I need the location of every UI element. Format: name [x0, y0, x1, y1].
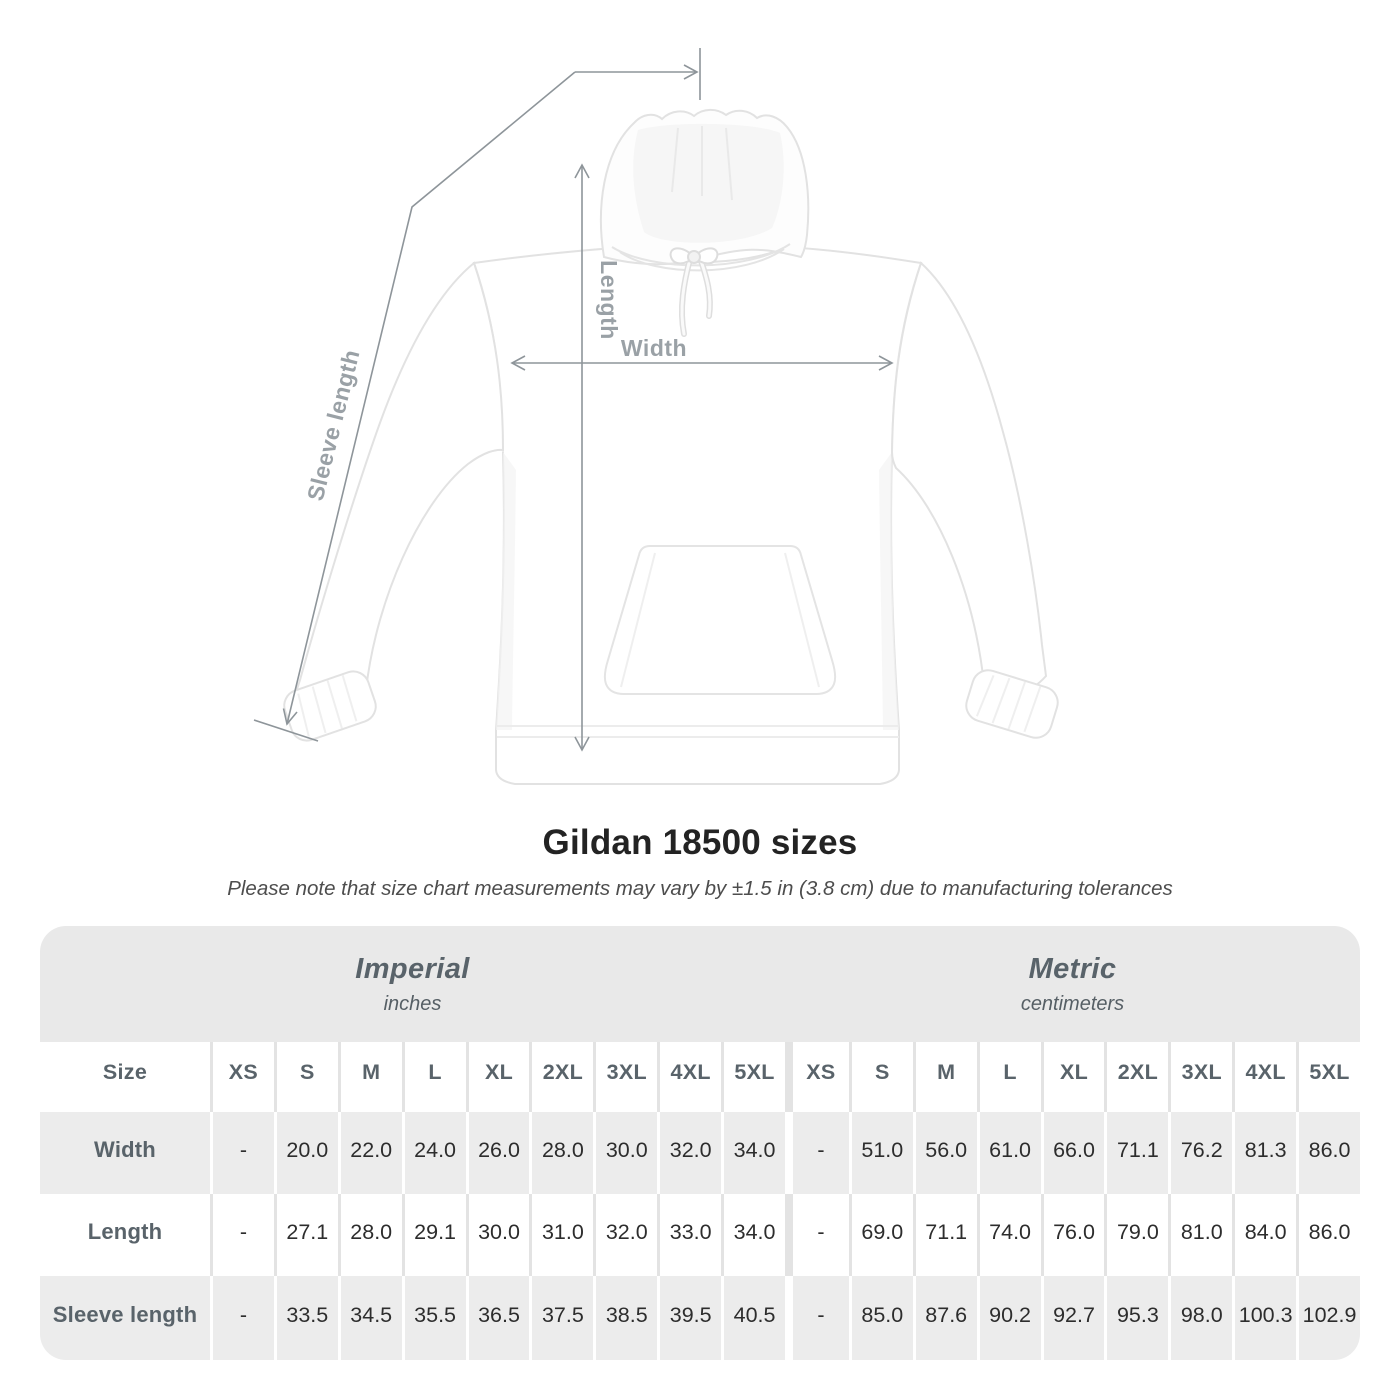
table-cell: 34.0	[721, 1112, 785, 1194]
table-cell: 71.1	[913, 1194, 977, 1276]
table-cell: 35.5	[402, 1276, 466, 1360]
size-header-metric-l: L	[977, 1042, 1041, 1112]
metric-unit-label: centimeters	[1020, 992, 1125, 1015]
width-label: Width	[620, 335, 688, 361]
size-header-metric-3xl: 3XL	[1168, 1042, 1232, 1112]
table-cell: 66.0	[1041, 1112, 1105, 1194]
table-cell: 34.0	[721, 1194, 785, 1276]
table-cell: 86.0	[1296, 1194, 1360, 1276]
table-cell: 39.5	[657, 1276, 721, 1360]
table-cell: 81.3	[1232, 1112, 1296, 1194]
imperial-section-header	[40, 926, 785, 1042]
table-cell: 85.0	[849, 1276, 913, 1360]
size-header-metric-m: M	[913, 1042, 977, 1112]
size-header-metric-xl: XL	[1041, 1042, 1105, 1112]
sleeve-length-label: Sleeve length	[301, 346, 365, 504]
size-header-metric-s: S	[849, 1042, 913, 1112]
size-header-imperial-3xl: 3XL	[593, 1042, 657, 1112]
table-cell: 33.5	[274, 1276, 338, 1360]
length-label: Length	[596, 260, 622, 340]
table-cell: 95.3	[1104, 1276, 1168, 1360]
page-title: Gildan 18500 sizes	[542, 823, 858, 862]
table-cell: -	[210, 1194, 274, 1276]
table-cell: 32.0	[593, 1194, 657, 1276]
table-cell: 26.0	[466, 1112, 530, 1194]
right-cuff	[962, 666, 1061, 741]
imperial-label: Imperial	[355, 952, 470, 985]
table-cell: 40.5	[721, 1276, 785, 1360]
table-cell: 81.0	[1168, 1194, 1232, 1276]
table-cell: 51.0	[849, 1112, 913, 1194]
size-chart-table	[40, 926, 1360, 1360]
size-header-metric-4xl: 4XL	[1232, 1042, 1296, 1112]
size-header-metric-xs: XS	[785, 1042, 849, 1112]
table-cell: 32.0	[657, 1112, 721, 1194]
size-header-imperial-4xl: 4XL	[657, 1042, 721, 1112]
table-cell: 86.0	[1296, 1112, 1360, 1194]
heading-block	[0, 822, 1400, 902]
table-cell: 20.0	[274, 1112, 338, 1194]
table-cell: 27.1	[274, 1194, 338, 1276]
table-cell: 33.0	[657, 1194, 721, 1276]
size-header-metric-5xl: 5XL	[1296, 1042, 1360, 1112]
table-cell: 71.1	[1104, 1112, 1168, 1194]
size-header-imperial-2xl: 2XL	[529, 1042, 593, 1112]
metric-section-header	[785, 926, 1360, 1042]
table-cell: -	[210, 1112, 274, 1194]
hoodie-body	[474, 247, 921, 784]
table-cell: 30.0	[466, 1194, 530, 1276]
table-cell: 69.0	[849, 1194, 913, 1276]
table-cell: 37.5	[529, 1276, 593, 1360]
table-cell: 79.0	[1104, 1194, 1168, 1276]
right-sleeve	[892, 263, 1046, 696]
tolerance-note: Please note that size chart measurements may vary by ±1.5 in (3.8 cm) due to manufacturing tolerances	[227, 877, 1173, 900]
imperial-unit-label: inches	[383, 992, 442, 1015]
table-cell: 24.0	[402, 1112, 466, 1194]
table-cell: 56.0	[913, 1112, 977, 1194]
table-cell: 61.0	[977, 1112, 1041, 1194]
size-header-imperial-l: L	[402, 1042, 466, 1112]
table-cell: 92.7	[1041, 1276, 1105, 1360]
size-column-header: Size	[40, 1042, 210, 1112]
row-label-width: Width	[40, 1112, 210, 1194]
table-cell: 100.3	[1232, 1276, 1296, 1360]
table-cell: 74.0	[977, 1194, 1041, 1276]
table-cell: 84.0	[1232, 1194, 1296, 1276]
table-cell: -	[785, 1194, 849, 1276]
size-header-imperial-5xl: 5XL	[721, 1042, 785, 1112]
table-cell: 76.0	[1041, 1194, 1105, 1276]
table-cell: -	[785, 1112, 849, 1194]
table-cell: 28.0	[338, 1194, 402, 1276]
table-cell: 28.0	[529, 1112, 593, 1194]
size-header-imperial-s: S	[274, 1042, 338, 1112]
table-cell: 98.0	[1168, 1276, 1232, 1360]
kangaroo-pocket	[605, 546, 835, 694]
row-label-length: Length	[40, 1194, 210, 1276]
hoodie-illustration	[280, 110, 1062, 784]
size-header-imperial-xl: XL	[466, 1042, 530, 1112]
hood-interior	[633, 124, 784, 243]
table-cell: 34.5	[338, 1276, 402, 1360]
size-header-imperial-xs: XS	[210, 1042, 274, 1112]
size-header-metric-2xl: 2XL	[1104, 1042, 1168, 1112]
table-cell: 102.9	[1296, 1276, 1360, 1360]
table-cell: 31.0	[529, 1194, 593, 1276]
table-cell: 30.0	[593, 1112, 657, 1194]
table-cell: -	[210, 1276, 274, 1360]
table-cell: 36.5	[466, 1276, 530, 1360]
table-cell: 76.2	[1168, 1112, 1232, 1194]
size-header-imperial-m: M	[338, 1042, 402, 1112]
table-cell: -	[785, 1276, 849, 1360]
table-cell: 22.0	[338, 1112, 402, 1194]
table-cell: 38.5	[593, 1276, 657, 1360]
table-cell: 29.1	[402, 1194, 466, 1276]
table-cell: 87.6	[913, 1276, 977, 1360]
metric-label: Metric	[1028, 952, 1117, 985]
row-label-sleeve-length: Sleeve length	[40, 1276, 210, 1360]
table-cell: 90.2	[977, 1276, 1041, 1360]
